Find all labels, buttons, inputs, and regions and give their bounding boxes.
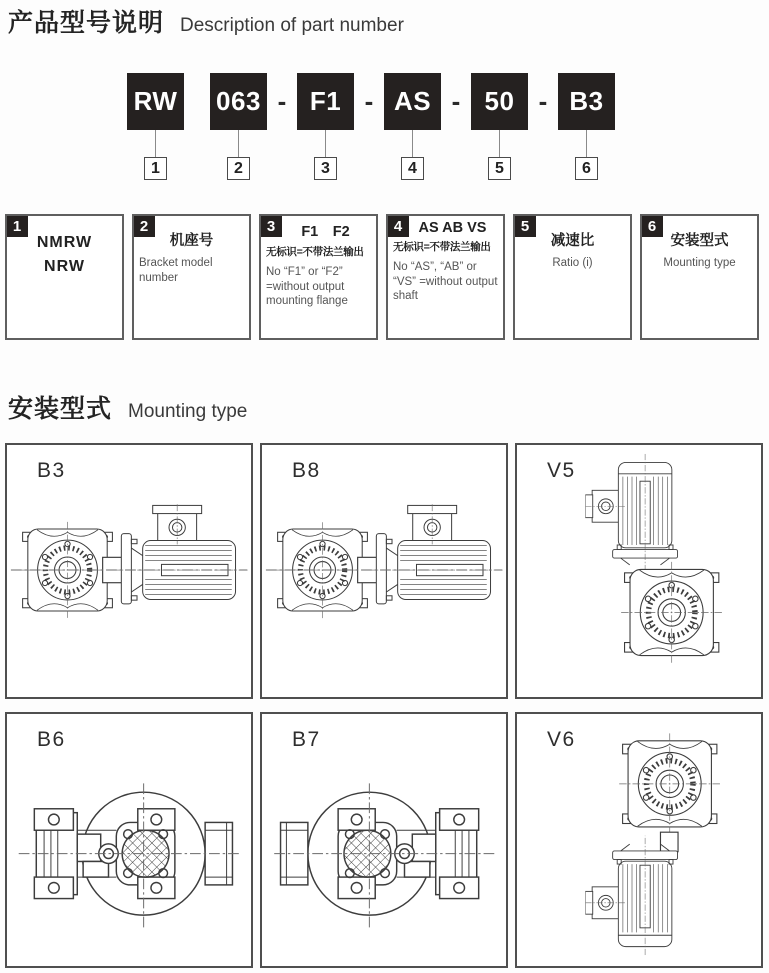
mounting-heading-en: Mounting type — [128, 401, 248, 422]
callout-number: 1 — [144, 157, 167, 180]
legend-cell-1 — [5, 214, 124, 340]
mounting-label: B8 — [292, 459, 321, 482]
legend-title-zh: 减速比 — [550, 233, 595, 249]
mounting-grid-row1 — [5, 443, 763, 699]
callout-line — [412, 130, 413, 157]
series-nrw: NRW — [44, 258, 85, 275]
callout-line — [155, 130, 156, 157]
mounting-box-b7 — [260, 712, 508, 968]
legend-note-zh: 无标识=不带法兰输出 — [266, 246, 364, 258]
legend-cell-6 — [640, 214, 759, 340]
legend-desc-en: Ratio (i) — [552, 257, 593, 269]
mounting-heading-zh: 安装型式 — [8, 395, 113, 423]
callout-line — [238, 130, 239, 157]
part-number-unit — [384, 73, 441, 180]
series-nmrw: NMRW — [36, 234, 93, 251]
part-code-block: 063 — [210, 73, 267, 130]
legend-cell-number: 5 — [514, 215, 536, 237]
callout-line — [325, 130, 326, 157]
mounting-heading — [8, 389, 247, 425]
dash-separator: - — [538, 86, 548, 116]
part-number-unit — [471, 73, 528, 180]
mounting-grid-row2 — [5, 712, 763, 968]
mounting-box-b6 — [5, 712, 253, 968]
page-title-en: Description of part number — [180, 15, 404, 36]
legend-cell-number: 4 — [387, 215, 409, 237]
mounting-label: B7 — [292, 728, 321, 751]
callout-line — [499, 130, 500, 157]
mounting-box-v6 — [515, 712, 763, 968]
page-title-zh: 产品型号说明 — [8, 9, 165, 37]
part-code-block: F1 — [297, 73, 354, 130]
part-code-block: 50 — [471, 73, 528, 130]
legend-table — [5, 214, 759, 340]
callout-number: 5 — [488, 157, 511, 180]
mounting-label: V5 — [547, 459, 576, 482]
part-code-block: RW — [127, 73, 184, 130]
callout-number: 4 — [401, 157, 424, 180]
legend-note-zh: 无标识=不带法兰输出 — [393, 241, 491, 253]
mounting-label: B6 — [37, 728, 66, 751]
dash-separator: - — [451, 86, 461, 116]
legend-cell-number: 2 — [133, 215, 155, 237]
mounting-label: V6 — [547, 728, 576, 751]
legend-cell-number: 1 — [6, 215, 28, 237]
part-number-row — [127, 73, 615, 180]
legend-title-zh: 机座号 — [169, 233, 214, 249]
part-number-unit — [210, 73, 267, 180]
part-code-block: AS — [384, 73, 441, 130]
part-number-unit — [127, 73, 184, 180]
part-number-unit — [297, 73, 354, 180]
mounting-box-b8 — [260, 443, 508, 699]
callout-number: 3 — [314, 157, 337, 180]
legend-title-codes: AS AB VS — [418, 220, 487, 236]
block-spacer — [184, 73, 210, 130]
callout-line — [586, 130, 587, 157]
legend-series — [12, 231, 117, 279]
mounting-box-b3 — [5, 443, 253, 699]
callout-number: 6 — [575, 157, 598, 180]
mounting-box-v5 — [515, 443, 763, 699]
mounting-label: B3 — [37, 459, 66, 482]
dash-separator: - — [277, 86, 287, 116]
legend-desc-en: Bracket model number — [139, 257, 213, 284]
callout-number: 2 — [227, 157, 250, 180]
legend-cell-number: 3 — [260, 215, 282, 237]
part-code-block: B3 — [558, 73, 615, 130]
dash-separator: - — [364, 86, 374, 116]
legend-cell-4 — [386, 214, 505, 340]
legend-title-zh: 安装型式 — [670, 233, 729, 249]
legend-desc-en: No “F1” or “F2” =without output mounting flange — [266, 266, 348, 308]
legend-cell-number: 6 — [641, 215, 663, 237]
legend-title-codes: F1 F2 — [301, 224, 350, 240]
legend-desc-en: No “AS”, “AB” or “VS” =without output shaft — [393, 261, 498, 303]
legend-cell-3 — [259, 214, 378, 340]
legend-cell-2 — [132, 214, 251, 340]
page-title — [8, 3, 404, 39]
legend-desc-en: Mounting type — [663, 257, 736, 269]
legend-cell-5 — [513, 214, 632, 340]
part-number-unit — [558, 73, 615, 180]
